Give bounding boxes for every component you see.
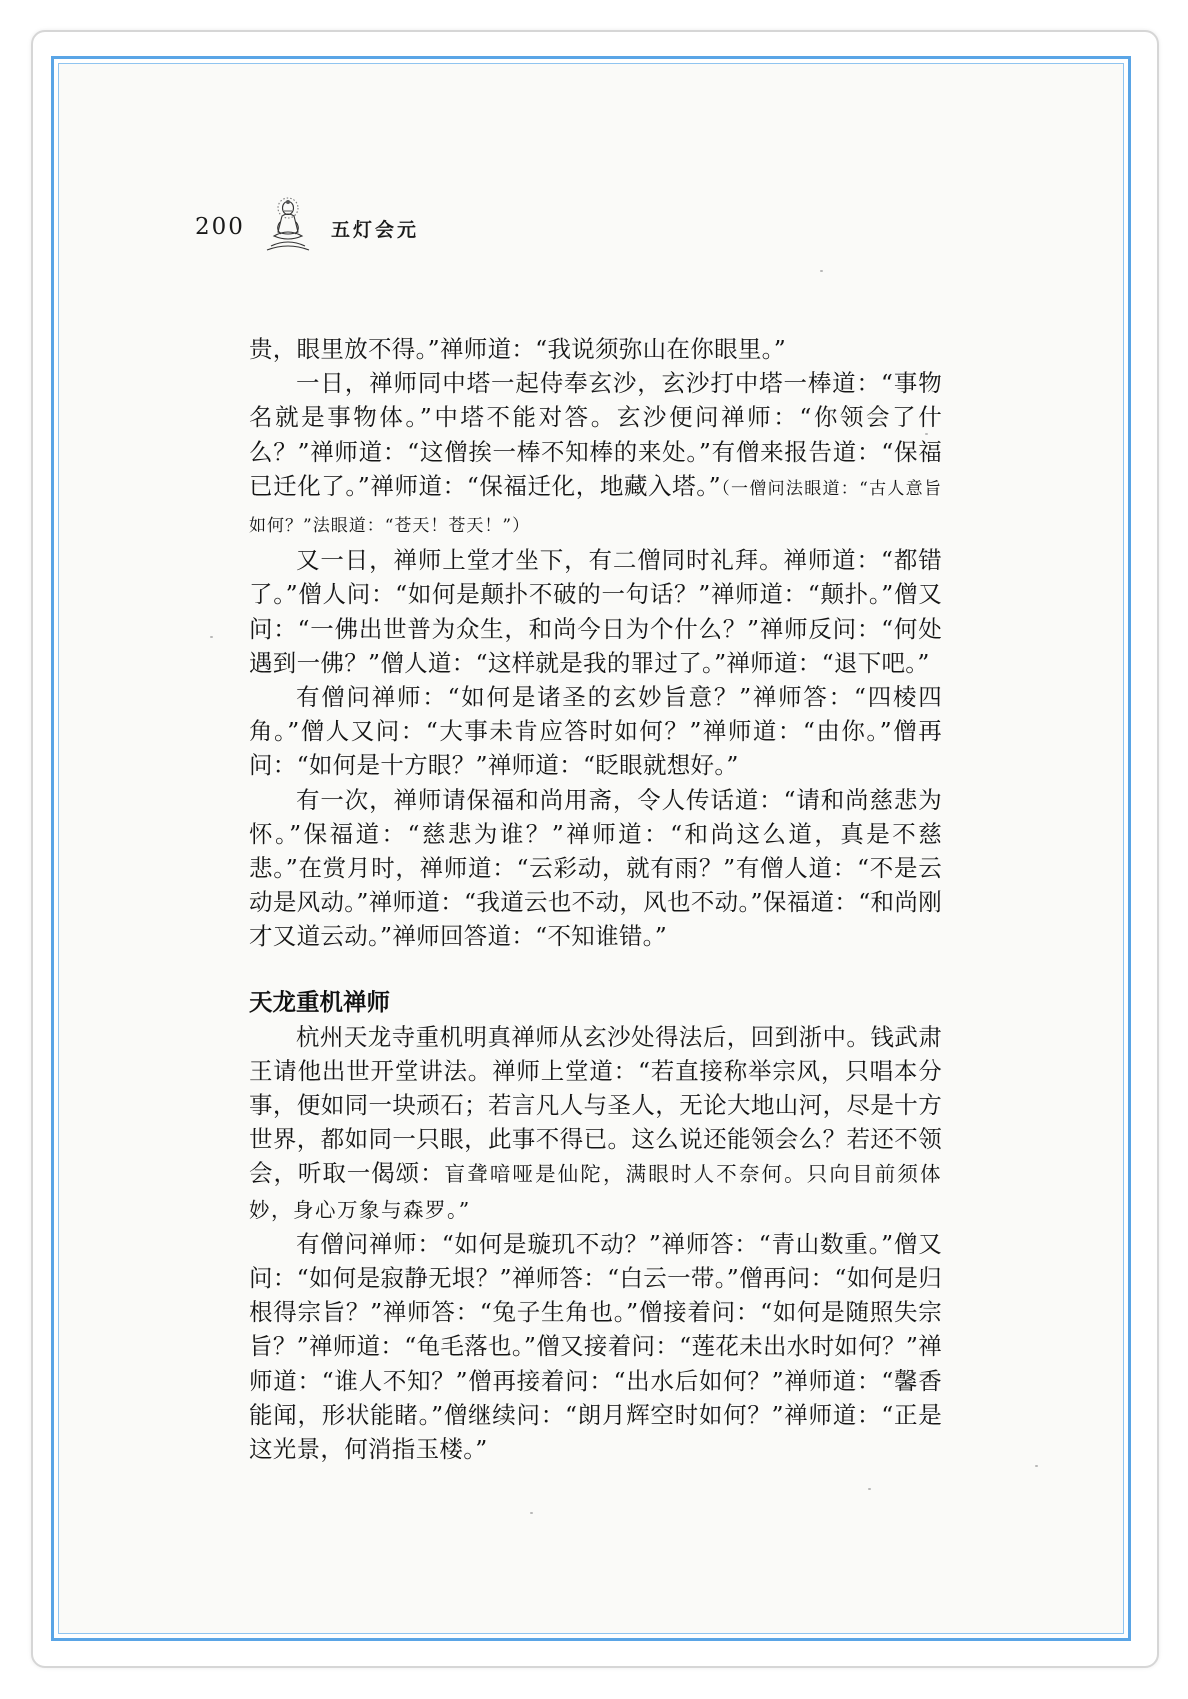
scan-speck <box>925 433 928 435</box>
section-spacer <box>249 954 942 984</box>
scan-speck <box>868 1488 871 1490</box>
paragraph: 贵，眼里放不得。”禅师道：“我说须弥山在你眼里。” <box>249 335 787 363</box>
paragraph: 又一日，禅师上堂才坐下，有二僧同时礼拜。禅师道：“都错了。”僧人问：“如何是颠扑不破的一句话？”禅师道：“颠扑。”僧又问：“一佛出世普为众生，和尚今日为个什么？”禅师反问：“何处遇到一佛？”僧人道：“这样就是我的罪过了。”禅师道：“退下吧。” <box>249 546 942 677</box>
annotation-note: （一僧问法眼道：“古人意旨如何？”法眼道：“苍天！苍天！”） <box>249 478 942 537</box>
section-heading: 天龙重机禅师 <box>249 987 390 1016</box>
scan-speck <box>1035 1465 1038 1467</box>
paragraph-text: 杭州天龙寺重机明真禅师从玄沙处得法后，回到浙中。钱武肃王请他出世开堂讲法。禅师上堂道：“若直接称举宗风，只唱本分事，便如同一块顽石；若言凡人与圣人，无论大地山河，尽是十方世界，都如同一只眼，此事不得已。这么说还能领会么？若还不领会，听取一偈颂： <box>249 1022 942 1188</box>
paragraph <box>249 1020 942 1227</box>
scan-speck <box>210 636 213 638</box>
paragraph: 有一次，禅师请保福和尚用斋，令人传话道：“请和尚慈悲为怀。”保福道：“慈悲为谁？”禅师道：“和尚这么道，真是不慈悲。”在赏月时，禅师道：“云彩动，就有雨？”有僧人道：“不是云动是风动。”禅师道：“我道云也不动，风也不动。”保福道：“和尚刚才又道云动。”禅师回答道：“不知谁错。” <box>249 785 942 951</box>
paragraph: 有僧问禅师：“如何是诸圣的玄妙旨意？”禅师答：“四棱四角。”僧人又问：“大事未肯应答时如何？”禅师道：“由你。”僧再问：“如何是十方眼？”禅师道：“眨眼就想好。” <box>249 683 943 780</box>
buddha-icon <box>261 196 315 254</box>
paragraph-text: 一日，禅师同中塔一起侍奉玄沙，玄沙打中塔一棒道：“事物名就是事物体。”中塔不能对答。玄沙便问禅师：“你领会了什么？”禅师道：“这僧挨一棒不知棒的来处。”有僧来报告道：“保福已迁化了。”禅师道：“保福迁化，地藏入塔。” <box>249 369 942 500</box>
verse-text: 盲聋喑哑是仙陀，满眼时人不奈何。只向目前须体妙，身心万象与森罗。” <box>249 1162 942 1222</box>
scan-speck <box>820 270 823 272</box>
paragraph <box>249 366 942 543</box>
paragraph: 有僧问禅师：“如何是璇玑不动？”禅师答：“青山数重。”僧又问：“如何是寂静无垠？”禅师答：“白云一带。”僧再问：“如何是归根得宗旨？”禅师答：“兔子生角也。”僧接着问：“如何是随照失宗旨？”禅师道：“龟毛落也。”僧又接着问：“莲花未出水时如何？”禅师道：“谁人不知？”僧再接着问：“出水后如何？”禅师道：“馨香能闻，形状能睹。”僧继续问：“朗月辉空时如何？”禅师道：“正是这光景，何消指玉楼。” <box>249 1229 942 1464</box>
book-title: 五灯会元 <box>331 219 420 241</box>
scan-speck <box>530 1512 533 1514</box>
page-number: 200 <box>195 214 245 240</box>
text-body <box>249 332 942 1466</box>
